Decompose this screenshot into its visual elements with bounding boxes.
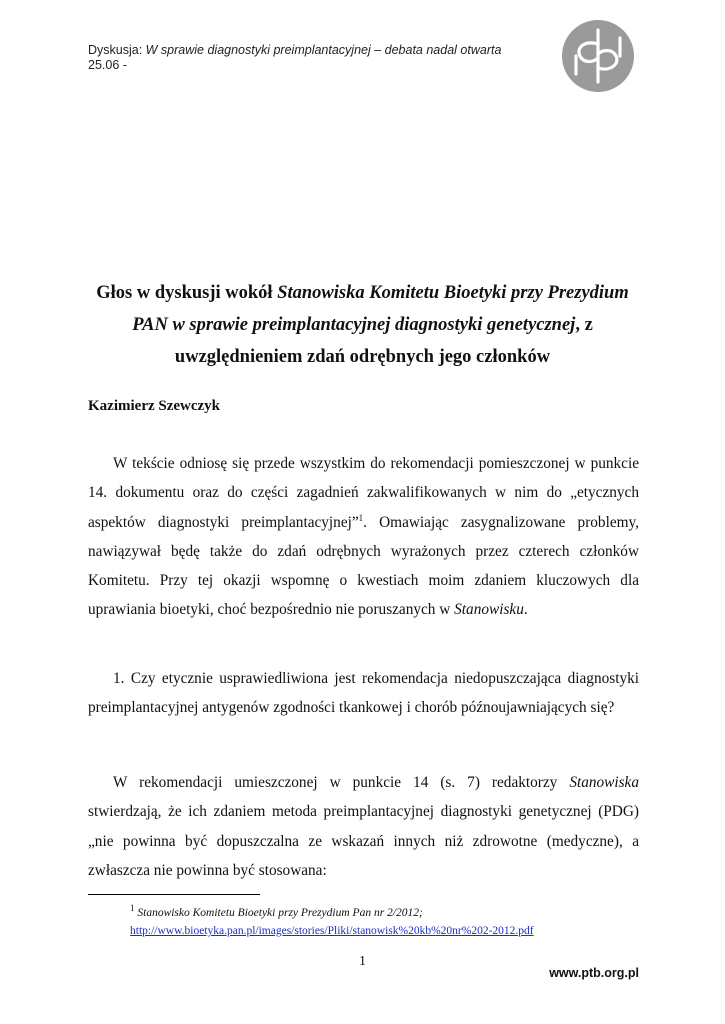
author-name: Kazimierz Szewczyk — [88, 398, 221, 414]
paragraph-rec-text: W rekomendacji umieszczonej w punkcie 14 (s. 7) redaktorzy — [113, 774, 570, 791]
paragraph-rec-italic: Stanowiska — [569, 774, 639, 791]
article-title — [80, 277, 645, 373]
paragraph-rec-text-cont: stwierdzają, że ich zdaniem metoda preimplantacyjnej diagnostyki genetycznej (PDG) „nie powinna być dopuszczalna ze wskazań innych niż zdrowotne (medyczne), a zwłaszcza nie powinna być stosowana: — [88, 803, 639, 879]
header-prefix: Dyskusja: — [88, 43, 146, 57]
footnote-ref[interactable]: 1 — [358, 512, 364, 523]
running-header — [88, 43, 501, 73]
title-part1: Głos w dyskusji wokół — [96, 283, 278, 303]
paragraph-recommendation — [88, 768, 639, 885]
title-italic: Stanowiska Komitetu Bioetyki przy Prezydium PAN w sprawie preimplantacyjnej diagnostyki genetycznej — [132, 283, 629, 335]
footnote-divider — [88, 894, 260, 895]
footnote-link[interactable]: http://www.bioetyka.pan.pl/images/stories/Pliki/stanowisk%20kb%20nr%202-2012.pdf — [130, 925, 534, 937]
paragraph-intro-end: . — [523, 601, 528, 619]
title-part3: , z uwzględnieniem zdań odrębnych jego członków — [174, 315, 593, 367]
paragraph-intro — [88, 449, 639, 625]
footnote — [130, 904, 534, 940]
page-number: 1 — [359, 954, 366, 969]
paragraph-intro-text: W tekście odniosę się przede wszystkim do rekomendacji pomieszczonej w punkcie 14. dokumentu oraz do części zagadnień zakwalifikowanych w nim do „etycznych aspektów diagnostyki preimplantacyjnej” — [88, 455, 639, 531]
header-date: 25.06 - — [88, 58, 127, 72]
paragraph-intro-text-cont: . Omawiając zasygnalizowane problemy, nawiązywał będę także do zdań odrębnych wyrażonych przez czterech członków Komitetu. Przy tej okazji wspomnę o kwestiach moim zdaniem kluczowych dla uprawiania bioetyki, choć bezpośrednio nie poruszanych w — [88, 513, 640, 619]
footnote-text: Stanowisko Komitetu Bioetyki przy Prezydium Pan nr 2/2012; — [137, 907, 423, 919]
paragraph-intro-italic: Stanowisku — [454, 601, 524, 619]
footnote-number: 1 — [130, 903, 135, 914]
header-topic: W sprawie diagnostyki preimplantacyjnej – debata nadal otwarta — [145, 43, 502, 57]
site-url: www.ptb.org.pl — [549, 966, 639, 980]
ptb-logo — [562, 20, 634, 92]
section-question: 1. Czy etycznie usprawiedliwiona jest rekomendacja niedopuszczająca diagnostyki preimplantacyjnej antygenów zgodności tkankowej i chorób późnoujawniających się? — [88, 670, 639, 717]
